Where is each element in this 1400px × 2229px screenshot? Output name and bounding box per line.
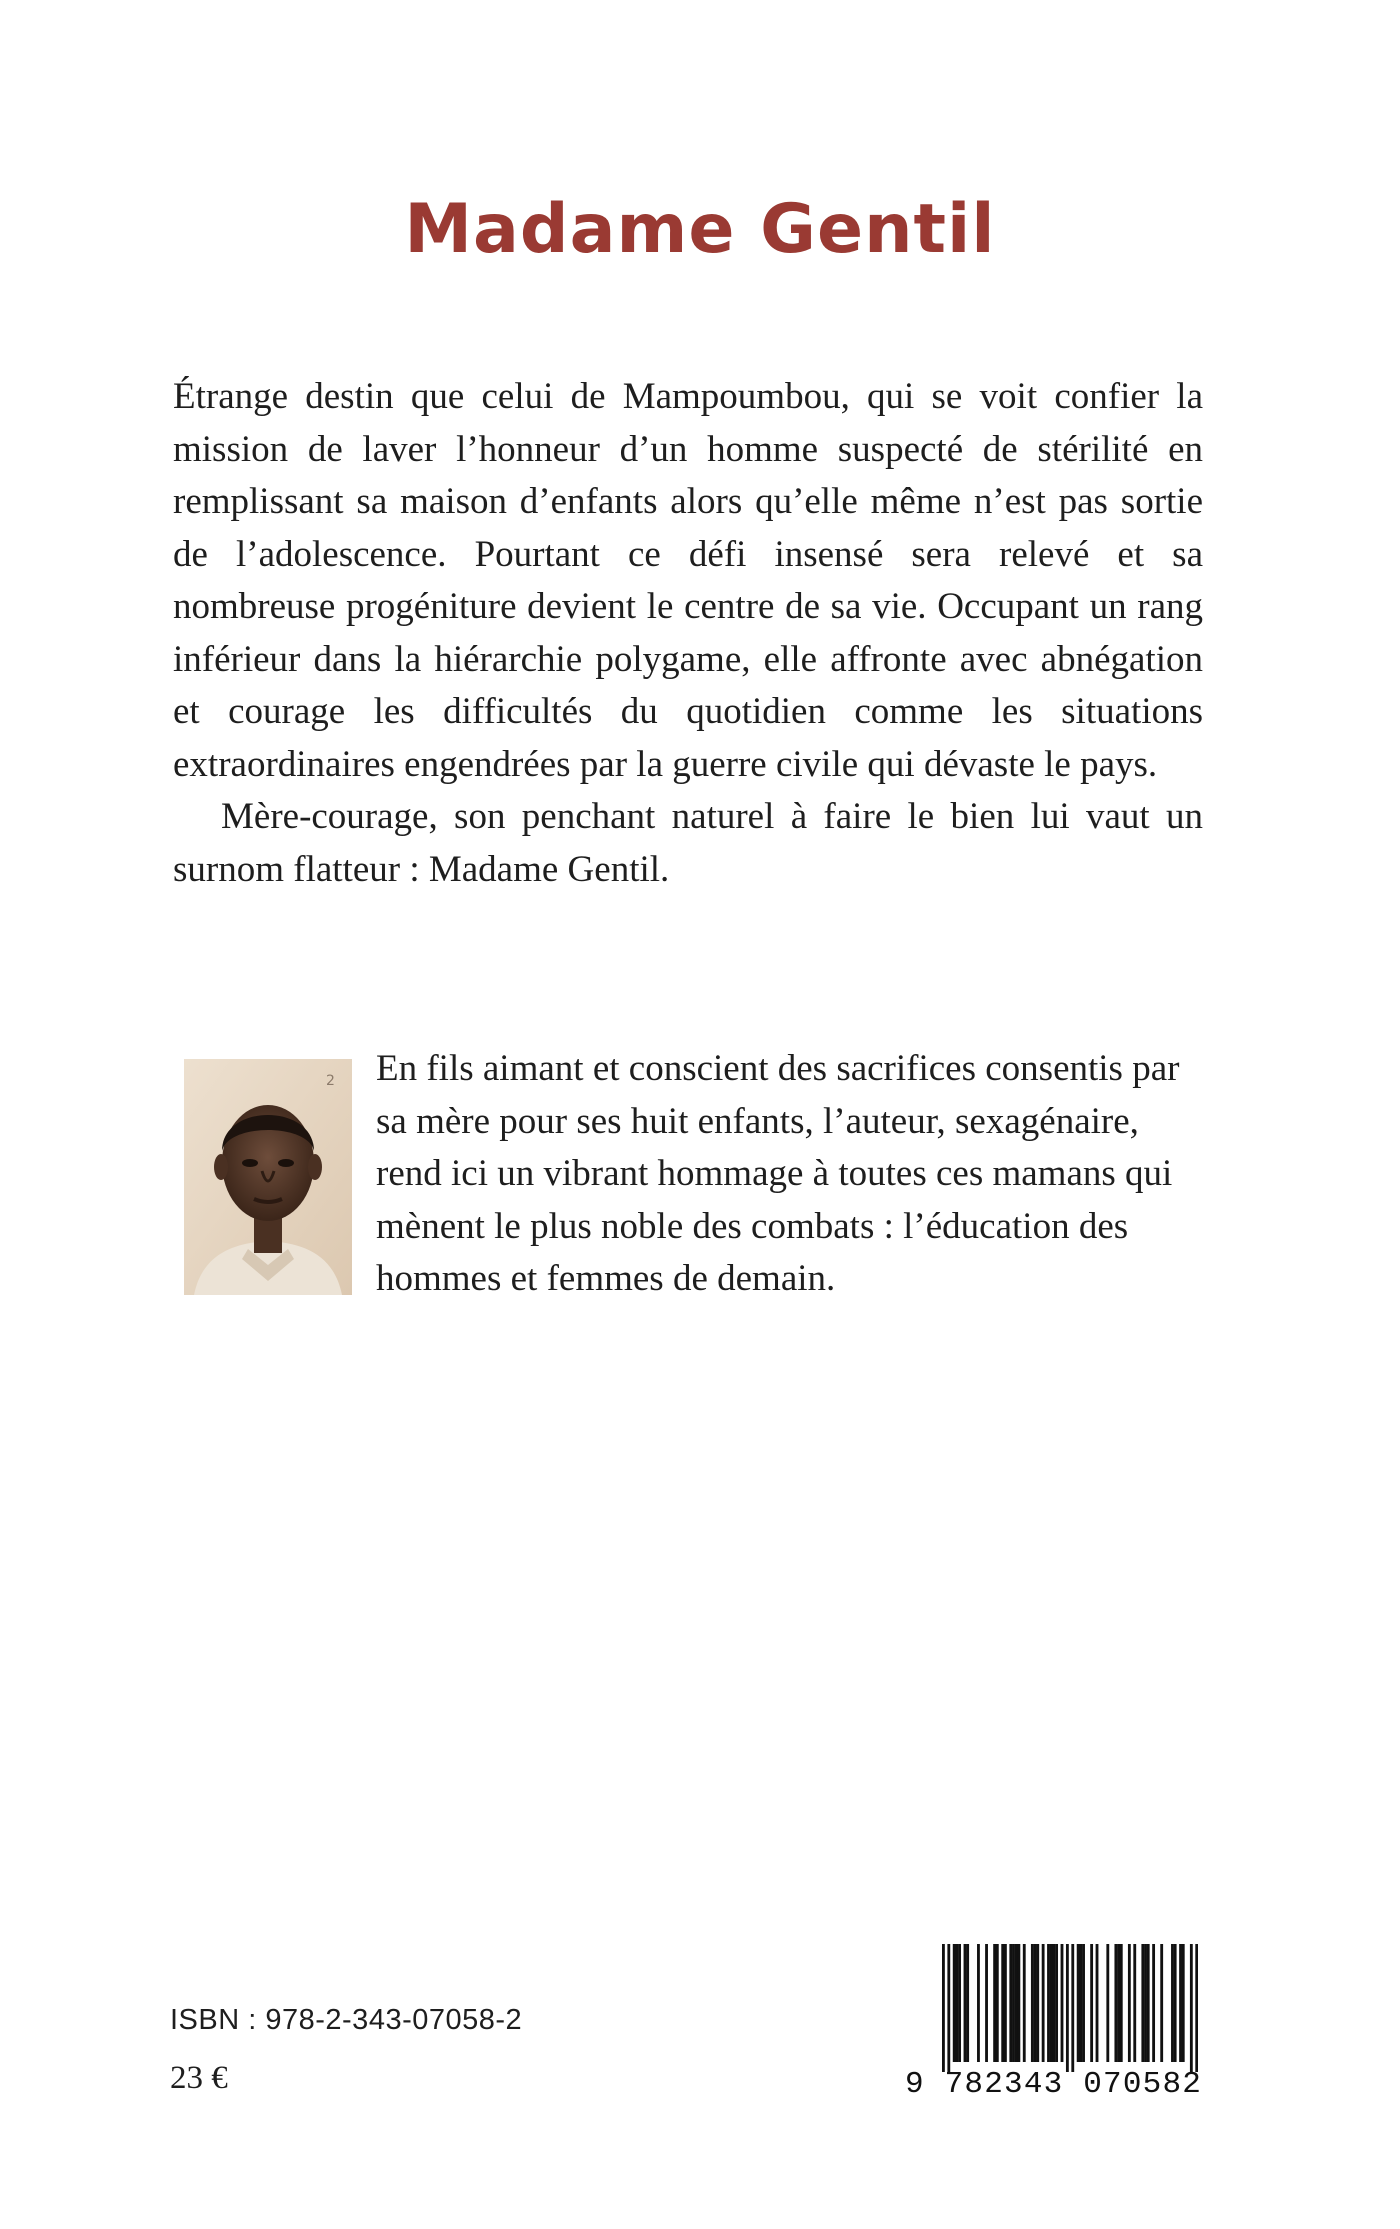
author-bio: En fils aimant et conscient des sacrifices consentis par sa mère pour ses huit enfants, l’auteur, sexagénaire, rend ici un vibrant hommage à toutes ces mamans qui mènent le plus noble des combats : l’éducation des hommes et femmes de demain. — [376, 1048, 1180, 1299]
barcode-bars — [942, 1944, 1198, 2072]
barcode — [905, 1944, 1205, 2106]
summary-paragraph-1: Étrange destin que celui de Mampoumbou, qui se voit confier la mission de laver l’honneur d’un homme suspecté de stérilité en remplissant sa maison d’enfants alors qu’elle même n’est pas sortie de l’adolescence. Pourtant ce défi insensé sera relevé et sa nombreuse progéniture devient le centre de sa vie. Occupant un rang inférieur dans la hiérarchie polygame, elle affronte avec abnégation et courage les difficultés du quotidien comme les situations extraordinaires engendrées par la guerre civile qui dévaste le pays. — [173, 376, 1203, 785]
barcode-bar-38 — [1128, 1944, 1131, 2062]
barcode-bar-39 — [1133, 1944, 1136, 2062]
barcode-bar-10 — [996, 1944, 999, 2062]
barcode-bar-31 — [1082, 1944, 1085, 2062]
barcode-bar-21 — [1042, 1944, 1045, 2062]
barcode-bar-5 — [964, 1944, 967, 2062]
barcode-bar-9 — [993, 1944, 996, 2062]
barcode-bar-4 — [958, 1944, 961, 2062]
barcode-bar-12 — [1004, 1944, 1007, 2062]
barcode-bar-22 — [1047, 1944, 1050, 2062]
barcode-bar-8 — [985, 1944, 988, 2062]
barcode-bar-32 — [1090, 1944, 1093, 2062]
barcode-bar-24 — [1052, 1944, 1055, 2062]
barcode-bar-1 — [947, 1944, 950, 2072]
barcode-bar-44 — [1160, 1944, 1163, 2062]
barcode-bar-33 — [1096, 1944, 1099, 2062]
barcode-bar-26 — [1061, 1944, 1064, 2062]
barcode-bar-29 — [1077, 1944, 1080, 2062]
barcode-bar-45 — [1171, 1944, 1174, 2062]
back-cover-summary — [173, 371, 1203, 896]
barcode-bar-2 — [953, 1944, 956, 2062]
price: 23 € — [170, 2060, 228, 2096]
summary-paragraph-2: Mère-courage, son penchant naturel à faire le bien lui vaut un surnom flatteur : Madame Gentil. — [173, 796, 1203, 890]
barcode-bar-48 — [1182, 1944, 1185, 2062]
barcode-bar-42 — [1147, 1944, 1150, 2062]
barcode-bar-28 — [1071, 1944, 1074, 2072]
barcode-bar-0 — [942, 1944, 945, 2072]
barcode-bar-3 — [955, 1944, 958, 2062]
barcode-bar-34 — [1106, 1944, 1109, 2062]
barcode-bar-30 — [1079, 1944, 1082, 2062]
barcode-digits: 9 782343 070582 — [905, 2067, 1203, 2102]
barcode-bar-35 — [1114, 1944, 1117, 2062]
barcode-bar-37 — [1120, 1944, 1123, 2062]
barcode-bar-13 — [1009, 1944, 1012, 2062]
barcode-bar-14 — [1012, 1944, 1015, 2062]
barcode-bar-16 — [1017, 1944, 1020, 2062]
barcode-bar-25 — [1055, 1944, 1058, 2062]
barcode-bar-6 — [966, 1944, 969, 2062]
barcode-bar-7 — [977, 1944, 980, 2062]
book-title: Madame Gentil — [404, 189, 996, 269]
svg-text:2: 2 — [326, 1073, 335, 1089]
barcode-bar-47 — [1179, 1944, 1182, 2062]
barcode-bar-11 — [1001, 1944, 1004, 2062]
barcode-bar-49 — [1190, 1944, 1193, 2072]
barcode-bar-18 — [1031, 1944, 1034, 2062]
barcode-bar-46 — [1174, 1944, 1177, 2062]
barcode-bar-43 — [1152, 1944, 1155, 2062]
barcode-bar-20 — [1036, 1944, 1039, 2062]
barcode-bar-17 — [1023, 1944, 1026, 2062]
isbn: ISBN : 978-2-343-07058-2 — [170, 2004, 523, 2036]
barcode-bar-40 — [1141, 1944, 1144, 2062]
barcode-bar-27 — [1066, 1944, 1069, 2072]
barcode-bar-41 — [1144, 1944, 1147, 2062]
barcode-bar-36 — [1117, 1944, 1120, 2062]
author-photo — [184, 1059, 352, 1295]
barcode-bar-23 — [1050, 1944, 1053, 2062]
barcode-bar-19 — [1034, 1944, 1037, 2062]
barcode-bar-15 — [1015, 1944, 1018, 2062]
barcode-bar-50 — [1195, 1944, 1198, 2072]
